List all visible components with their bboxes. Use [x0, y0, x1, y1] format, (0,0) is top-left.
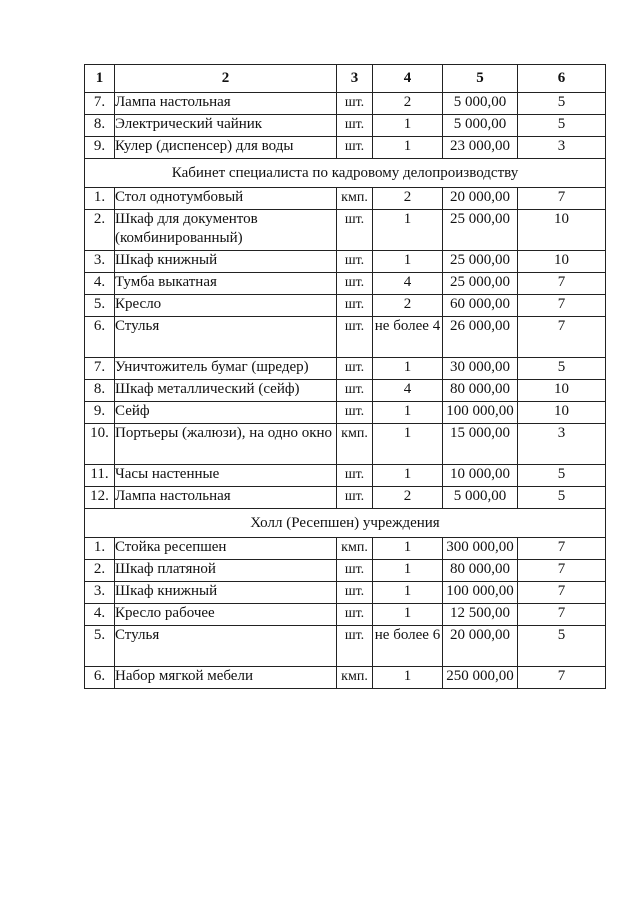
row-number-cell: 9. [85, 402, 115, 424]
price-cell: 10 000,00 [443, 465, 518, 487]
table-row [85, 487, 606, 509]
service-life-years-cell: 3 [518, 137, 606, 159]
unit-cell: шт. [337, 380, 373, 402]
header-col-5: 5 [443, 65, 518, 93]
row-number-cell: 3. [85, 251, 115, 273]
row-number-cell: 5. [85, 295, 115, 317]
unit-cell: шт. [337, 402, 373, 424]
quantity-cell: 1 [373, 210, 443, 251]
unit-cell: кмп. [337, 667, 373, 689]
price-cell: 25 000,00 [443, 273, 518, 295]
quantity-cell: 1 [373, 358, 443, 380]
price-cell: 25 000,00 [443, 251, 518, 273]
row-number-cell: 11. [85, 465, 115, 487]
unit-cell: шт. [337, 626, 373, 667]
service-life-years-cell: 7 [518, 604, 606, 626]
row-number-cell: 5. [85, 626, 115, 667]
row-number-cell: 7. [85, 93, 115, 115]
service-life-years-cell: 10 [518, 380, 606, 402]
unit-cell: шт. [337, 358, 373, 380]
service-life-years-cell: 10 [518, 210, 606, 251]
quantity-cell: 2 [373, 487, 443, 509]
table-row [85, 210, 606, 251]
table-row [85, 115, 606, 137]
section-title: Кабинет специалиста по кадровому делопроизводству [85, 159, 606, 188]
unit-cell: шт. [337, 582, 373, 604]
price-cell: 250 000,00 [443, 667, 518, 689]
item-name-cell: Стулья [115, 626, 337, 667]
item-name-cell: Сейф [115, 402, 337, 424]
table-row [85, 358, 606, 380]
row-number-cell: 6. [85, 317, 115, 358]
price-cell: 100 000,00 [443, 402, 518, 424]
item-name-cell: Кресло рабочее [115, 604, 337, 626]
table-row [85, 273, 606, 295]
row-number-cell: 9. [85, 137, 115, 159]
quantity-cell: 1 [373, 137, 443, 159]
service-life-years-cell: 10 [518, 251, 606, 273]
quantity-cell: 1 [373, 560, 443, 582]
service-life-years-cell: 5 [518, 626, 606, 667]
unit-cell: шт. [337, 560, 373, 582]
quantity-cell: 1 [373, 582, 443, 604]
item-name-cell: Лампа настольная [115, 93, 337, 115]
item-name-cell: Шкаф книжный [115, 251, 337, 273]
table-body [85, 93, 606, 689]
unit-cell: кмп. [337, 188, 373, 210]
table-row [85, 667, 606, 689]
price-cell: 26 000,00 [443, 317, 518, 358]
unit-cell: шт. [337, 137, 373, 159]
service-life-years-cell: 5 [518, 358, 606, 380]
quantity-cell: 1 [373, 538, 443, 560]
table-row [85, 295, 606, 317]
item-name-cell: Шкаф книжный [115, 582, 337, 604]
unit-cell: шт. [337, 465, 373, 487]
price-cell: 100 000,00 [443, 582, 518, 604]
unit-cell: шт. [337, 251, 373, 273]
item-name-cell: Электрический чайник [115, 115, 337, 137]
price-cell: 12 500,00 [443, 604, 518, 626]
table-row [85, 251, 606, 273]
section-header-row [85, 509, 606, 538]
row-number-cell: 1. [85, 538, 115, 560]
price-cell: 20 000,00 [443, 188, 518, 210]
quantity-cell: 2 [373, 93, 443, 115]
price-cell: 20 000,00 [443, 626, 518, 667]
service-life-years-cell: 10 [518, 402, 606, 424]
section-header-row [85, 159, 606, 188]
row-number-cell: 8. [85, 380, 115, 402]
table-row [85, 402, 606, 424]
row-number-cell: 8. [85, 115, 115, 137]
price-cell: 30 000,00 [443, 358, 518, 380]
table-row [85, 93, 606, 115]
item-name-cell: Шкаф для документов (комбинированный) [115, 210, 337, 251]
service-life-years-cell: 7 [518, 188, 606, 210]
section-title: Холл (Ресепшен) учреждения [85, 509, 606, 538]
item-name-cell: Часы настенные [115, 465, 337, 487]
price-cell: 60 000,00 [443, 295, 518, 317]
unit-cell: шт. [337, 93, 373, 115]
table-row [85, 560, 606, 582]
quantity-cell: 1 [373, 251, 443, 273]
quantity-cell: 1 [373, 465, 443, 487]
header-col-2: 2 [115, 65, 337, 93]
quantity-cell: 1 [373, 402, 443, 424]
header-row [85, 65, 606, 93]
item-name-cell: Портьеры (жалюзи), на одно окно [115, 424, 337, 465]
service-life-years-cell: 7 [518, 538, 606, 560]
price-cell: 80 000,00 [443, 380, 518, 402]
price-cell: 5 000,00 [443, 487, 518, 509]
unit-cell: шт. [337, 487, 373, 509]
header-col-3: 3 [337, 65, 373, 93]
unit-cell: шт. [337, 317, 373, 358]
item-name-cell: Кресло [115, 295, 337, 317]
table-row [85, 188, 606, 210]
service-life-years-cell: 5 [518, 465, 606, 487]
service-life-years-cell: 7 [518, 667, 606, 689]
quantity-cell: 1 [373, 667, 443, 689]
row-number-cell: 6. [85, 667, 115, 689]
unit-cell: шт. [337, 115, 373, 137]
service-life-years-cell: 5 [518, 93, 606, 115]
item-name-cell: Шкаф платяной [115, 560, 337, 582]
row-number-cell: 3. [85, 582, 115, 604]
item-name-cell: Стулья [115, 317, 337, 358]
header-col-6: 6 [518, 65, 606, 93]
row-number-cell: 10. [85, 424, 115, 465]
price-cell: 80 000,00 [443, 560, 518, 582]
service-life-years-cell: 7 [518, 560, 606, 582]
row-number-cell: 1. [85, 188, 115, 210]
quantity-cell: 1 [373, 424, 443, 465]
price-cell: 300 000,00 [443, 538, 518, 560]
item-name-cell: Стол однотумбовый [115, 188, 337, 210]
price-cell: 5 000,00 [443, 115, 518, 137]
service-life-years-cell: 5 [518, 115, 606, 137]
table-row [85, 137, 606, 159]
quantity-cell: не более 4 [373, 317, 443, 358]
item-name-cell: Уничтожитель бумаг (шредер) [115, 358, 337, 380]
price-cell: 5 000,00 [443, 93, 518, 115]
service-life-years-cell: 5 [518, 487, 606, 509]
item-name-cell: Лампа настольная [115, 487, 337, 509]
service-life-years-cell: 7 [518, 273, 606, 295]
service-life-years-cell: 3 [518, 424, 606, 465]
table-row [85, 380, 606, 402]
quantity-cell: не более 6 [373, 626, 443, 667]
item-name-cell: Кулер (диспенсер) для воды [115, 137, 337, 159]
item-name-cell: Набор мягкой мебели [115, 667, 337, 689]
price-cell: 25 000,00 [443, 210, 518, 251]
item-name-cell: Шкаф металлический (сейф) [115, 380, 337, 402]
furniture-norms-table [84, 64, 606, 689]
row-number-cell: 4. [85, 273, 115, 295]
quantity-cell: 1 [373, 604, 443, 626]
table-row [85, 626, 606, 667]
unit-cell: кмп. [337, 538, 373, 560]
header-col-1: 1 [85, 65, 115, 93]
row-number-cell: 7. [85, 358, 115, 380]
table-row [85, 317, 606, 358]
table-row [85, 582, 606, 604]
quantity-cell: 4 [373, 380, 443, 402]
price-cell: 15 000,00 [443, 424, 518, 465]
table-row [85, 604, 606, 626]
item-name-cell: Тумба выкатная [115, 273, 337, 295]
price-cell: 23 000,00 [443, 137, 518, 159]
unit-cell: шт. [337, 295, 373, 317]
quantity-cell: 1 [373, 115, 443, 137]
header-col-4: 4 [373, 65, 443, 93]
table-row [85, 538, 606, 560]
quantity-cell: 2 [373, 295, 443, 317]
unit-cell: кмп. [337, 424, 373, 465]
unit-cell: шт. [337, 210, 373, 251]
service-life-years-cell: 7 [518, 317, 606, 358]
table-row [85, 465, 606, 487]
quantity-cell: 4 [373, 273, 443, 295]
unit-cell: шт. [337, 273, 373, 295]
service-life-years-cell: 7 [518, 295, 606, 317]
service-life-years-cell: 7 [518, 582, 606, 604]
row-number-cell: 2. [85, 560, 115, 582]
row-number-cell: 12. [85, 487, 115, 509]
row-number-cell: 4. [85, 604, 115, 626]
item-name-cell: Стойка ресепшен [115, 538, 337, 560]
row-number-cell: 2. [85, 210, 115, 251]
unit-cell: шт. [337, 604, 373, 626]
table-row [85, 424, 606, 465]
quantity-cell: 2 [373, 188, 443, 210]
